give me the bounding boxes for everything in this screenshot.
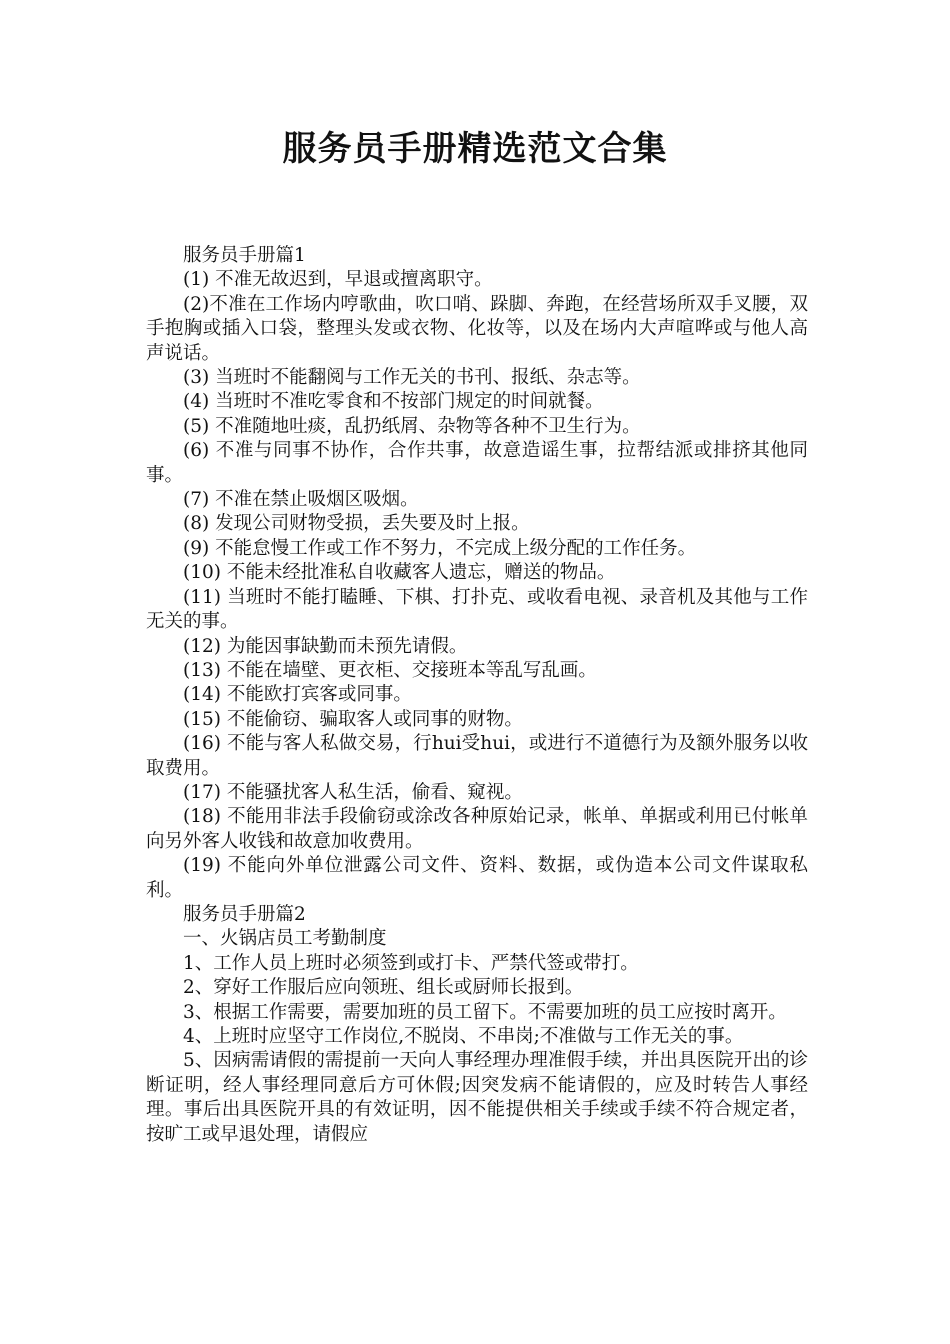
- paragraph-rule-3: (3) 当班时不能翻阅与工作无关的书刊、报纸、杂志等。: [183, 367, 641, 389]
- paragraph-rule-2: (2)不准在工作场内哼歌曲，吹口哨、跺脚、奔跑，在经营场所双手叉腰，双手抱胸或插入口袋，整理头发或衣物、化妆等，以及在场内大声喧哗或与他人高声说话。: [146, 293, 808, 364]
- paragraph-rule-11: (11) 当班时不能打瞌睡、下棋、打扑克、或收看电视、录音机及其他与工作无关的事。: [146, 586, 808, 633]
- paragraph-rule-14: (14) 不能欧打宾客或同事。: [183, 684, 412, 706]
- document-title: 服务员手册精选范文合集: [282, 129, 668, 169]
- paragraph-attendance-3: 3、根据工作需要，需要加班的员工留下。不需要加班的员工应按时离开。: [183, 1001, 787, 1023]
- paragraph-rule-4: (4) 当班时不准吃零食和不按部门规定的时间就餐。: [183, 391, 604, 413]
- paragraph-attendance-1: 1、工作人员上班时必须签到或打卡、严禁代签或带打。: [183, 952, 639, 974]
- paragraph-rule-16: (16) 不能与客人私做交易，行hui受hui，或进行不道德行为及额外服务以收取费用。: [146, 733, 808, 779]
- paragraph-rule-10: (10) 不能未经批准私自收藏客人遗忘，赠送的物品。: [183, 562, 616, 584]
- paragraph-rule-19: (19) 不能向外单位泄露公司文件、资料、数据，或伪造本公司文件谋取私利。: [146, 855, 808, 901]
- paragraph-rule-1: (1) 不准无故迟到，早退或擅离职守。: [183, 269, 493, 291]
- paragraph-rule-5: (5) 不准随地吐痰，乱扔纸屑、杂物等各种不卫生行为。: [183, 415, 641, 437]
- paragraph-attendance-2: 2、穿好工作服后应向领班、组长或厨师长报到。: [183, 977, 584, 999]
- paragraph-rule-9: (9) 不能怠慢工作或工作不努力，不完成上级分配的工作任务。: [183, 537, 697, 559]
- paragraph-rule-8: (8) 发现公司财物受损，丢失要及时上报。: [183, 513, 530, 535]
- paragraph-rule-17: (17) 不能骚扰客人私生活，偷看、窥视。: [183, 781, 523, 803]
- document-body: [146, 244, 808, 1147]
- paragraph-rule-6: (6) 不准与同事不协作，合作共事，故意造谣生事，拉帮结派或排挤其他同事。: [146, 440, 808, 486]
- paragraph-rule-13: (13) 不能在墙壁、更衣柜、交接班本等乱写乱画。: [183, 659, 597, 681]
- paragraph-attendance-4: 4、上班时应坚守工作岗位,不脱岗、不串岗;不准做与工作无关的事。: [183, 1026, 744, 1047]
- paragraph-heading-part1: 服务员手册篇1: [183, 245, 306, 266]
- paragraph-rule-15: (15) 不能偷窃、骗取客人或同事的财物。: [183, 708, 523, 730]
- paragraph-rule-7: (7) 不准在禁止吸烟区吸烟。: [183, 489, 419, 511]
- paragraph-section-heading: 一、火锅店员工考勤制度: [183, 928, 387, 950]
- paragraph-rule-18: (18) 不能用非法手段偷窃或涂改各种原始记录，帐单、单据或利用已付帐单向另外客人收钱和故意加收费用。: [146, 806, 808, 852]
- paragraph-rule-12: (12) 为能因事缺勤而未预先请假。: [183, 635, 468, 657]
- paragraph-attendance-5: 5、因病需请假的需提前一天向人事经理办理准假手续，并出具医院开出的诊断证明，经人事经理同意后方可休假;因突发病不能请假的，应及时转告人事经理。事后出具医院开具的有效证明，因不能提供相关手续或手续不符合规定者，按旷工或早退处理，请假应: [146, 1050, 808, 1145]
- paragraph-heading-part2: 服务员手册篇2: [183, 903, 306, 925]
